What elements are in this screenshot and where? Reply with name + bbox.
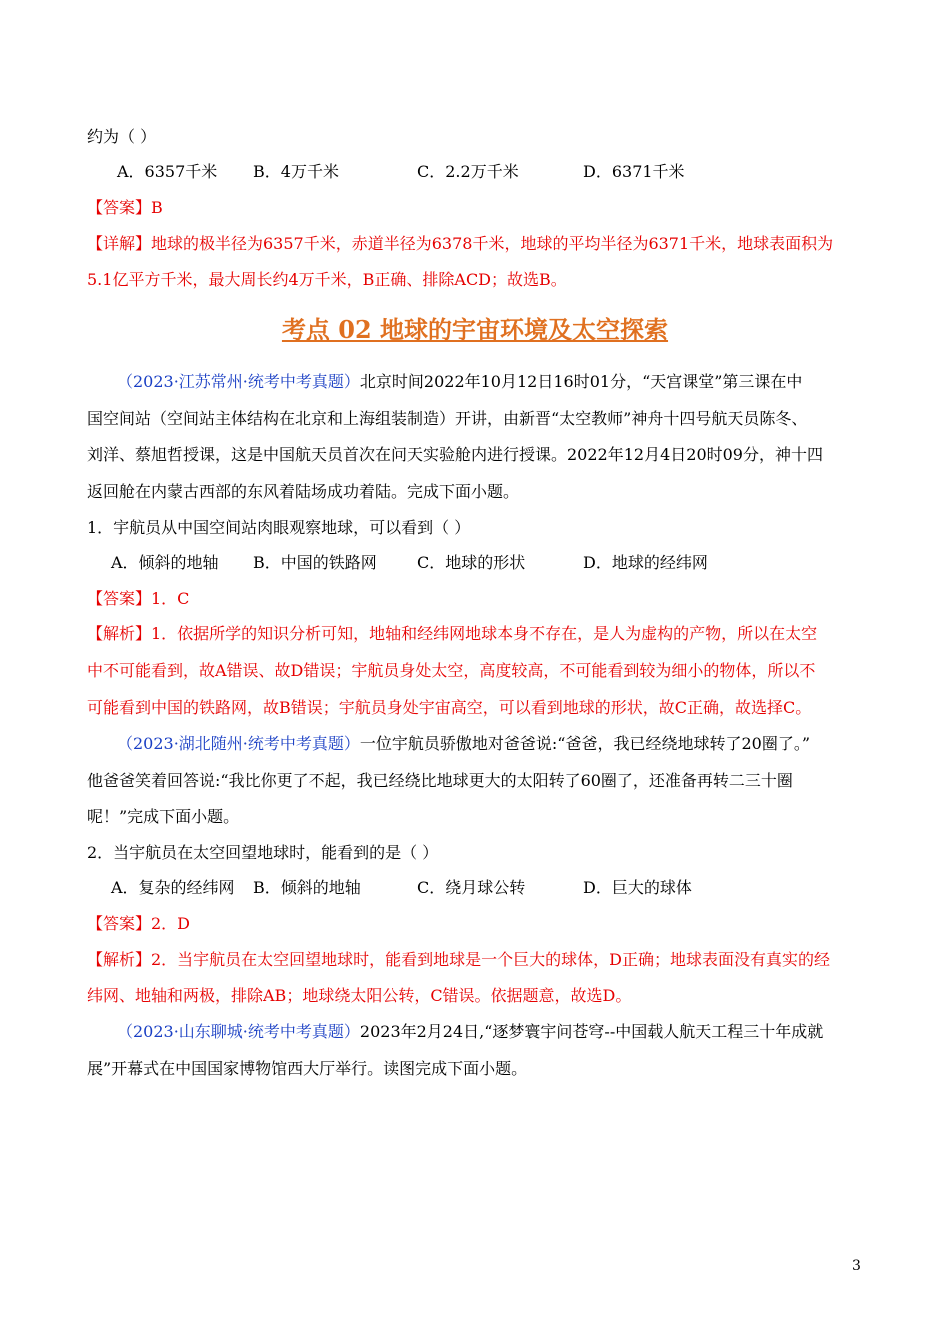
question-stem-tail: 约为（ ） bbox=[87, 127, 157, 146]
q1-answer: 【答案】1．C bbox=[87, 589, 190, 608]
q2-analysis-line-1: 【解析】2．当宇航员在太空回望地球时，能看到地球是一个巨大的球体，D正确；地球表面没有真实的经 bbox=[87, 950, 831, 969]
passage-2-line-3: 呢！”完成下面小题。 bbox=[87, 807, 240, 826]
detail-line-2: 5.1亿平方千米，最大周长约4万千米，B正确、排除ACD；故选B。 bbox=[87, 270, 567, 289]
q1-analysis-line-2: 中不可能看到，故A错误、故D错误；宇航员身处太空，高度较高，不可能看到较为细小的物体，所以不 bbox=[87, 661, 816, 680]
passage-1-line-4: 返回舱在内蒙古西部的东风着陆场成功着陆。完成下面小题。 bbox=[87, 482, 520, 501]
question-2-stem: 2．当宇航员在太空回望地球时，能看到的是（ ） bbox=[87, 843, 439, 862]
q2-option-c: C．绕月球公转 bbox=[417, 878, 526, 897]
passage-2-line-1 bbox=[117, 733, 810, 755]
passage-1-text: 北京时间2022年10月12日16时01分，“天宫课堂”第三课在中 bbox=[359, 372, 803, 391]
option-c: C．2.2万千米 bbox=[417, 162, 519, 181]
q2-option-a: A．复杂的经纬网 bbox=[111, 878, 235, 897]
passage-3-line-1 bbox=[117, 1021, 823, 1043]
q1-option-d: D．地球的经纬网 bbox=[583, 553, 708, 572]
q2-option-d: D．巨大的球体 bbox=[583, 878, 692, 897]
passage-1-source: （2023·江苏常州·统考中考真题） bbox=[117, 372, 360, 391]
q2-answer: 【答案】2．D bbox=[87, 914, 191, 933]
question-1-stem: 1．宇航员从中国空间站肉眼观察地球，可以看到（ ） bbox=[87, 518, 471, 537]
passage-3-source: （2023·山东聊城·统考中考真题） bbox=[117, 1022, 360, 1041]
passage-2-source: （2023·湖北随州·统考中考真题） bbox=[117, 734, 360, 753]
answer-line: 【答案】B bbox=[87, 198, 163, 217]
q1-analysis-line-1: 【解析】1．依据所学的知识分析可知，地轴和经纬网地球本身不存在，是人为虚构的产物，所以在太空 bbox=[87, 624, 818, 643]
q1-analysis-line-3: 可能看到中国的铁路网，故B错误；宇航员身处宇宙高空，可以看到地球的形状，故C正确，故选择C。 bbox=[87, 698, 812, 717]
passage-1-line-3: 刘洋、蔡旭哲授课，这是中国航天员首次在问天实验舱内进行授课。2022年12月4日20时09分，神十四 bbox=[87, 445, 823, 464]
section-heading: 考点 02 地球的宇宙环境及太空探索 bbox=[281, 315, 669, 344]
q2-option-b: B．倾斜的地轴 bbox=[253, 878, 361, 897]
q1-option-b: B．中国的铁路网 bbox=[253, 553, 377, 572]
q1-option-c: C．地球的形状 bbox=[417, 553, 526, 572]
passage-3-text: 2023年2月24日,“逐梦寰宇问苍穹--中国载人航天工程三十年成就 bbox=[359, 1022, 824, 1041]
option-d: D．6371千米 bbox=[583, 162, 685, 181]
option-a: A．6357千米 bbox=[117, 162, 218, 181]
page-number: 3 bbox=[852, 1258, 861, 1274]
option-b: B．4万千米 bbox=[253, 162, 339, 181]
passage-2-line-2: 他爸爸笑着回答说:“我比你更了不起，我已经绕比地球更大的太阳转了60圈了，还准备再转二三十圈 bbox=[87, 771, 793, 790]
q2-analysis-line-2: 纬网、地轴和两极，排除AB；地球绕太阳公转，C错误。依据题意，故选D。 bbox=[87, 986, 632, 1005]
passage-2-text: 一位宇航员骄傲地对爸爸说:“爸爸，我已经绕地球转了20圈了。” bbox=[359, 734, 811, 753]
detail-line-1: 【详解】地球的极半径为6357千米，赤道半径为6378千米，地球的平均半径为6371千米，地球表面积为 bbox=[87, 234, 834, 253]
passage-1-line-1 bbox=[117, 371, 802, 393]
passage-3-line-2: 展”开幕式在中国国家博物馆西大厅举行。读图完成下面小题。 bbox=[87, 1059, 528, 1078]
q1-option-a: A．倾斜的地轴 bbox=[111, 553, 219, 572]
passage-1-line-2: 国空间站（空间站主体结构在北京和上海组装制造）开讲，由新晋“太空教师”神舟十四号航天员陈冬、 bbox=[87, 409, 808, 428]
